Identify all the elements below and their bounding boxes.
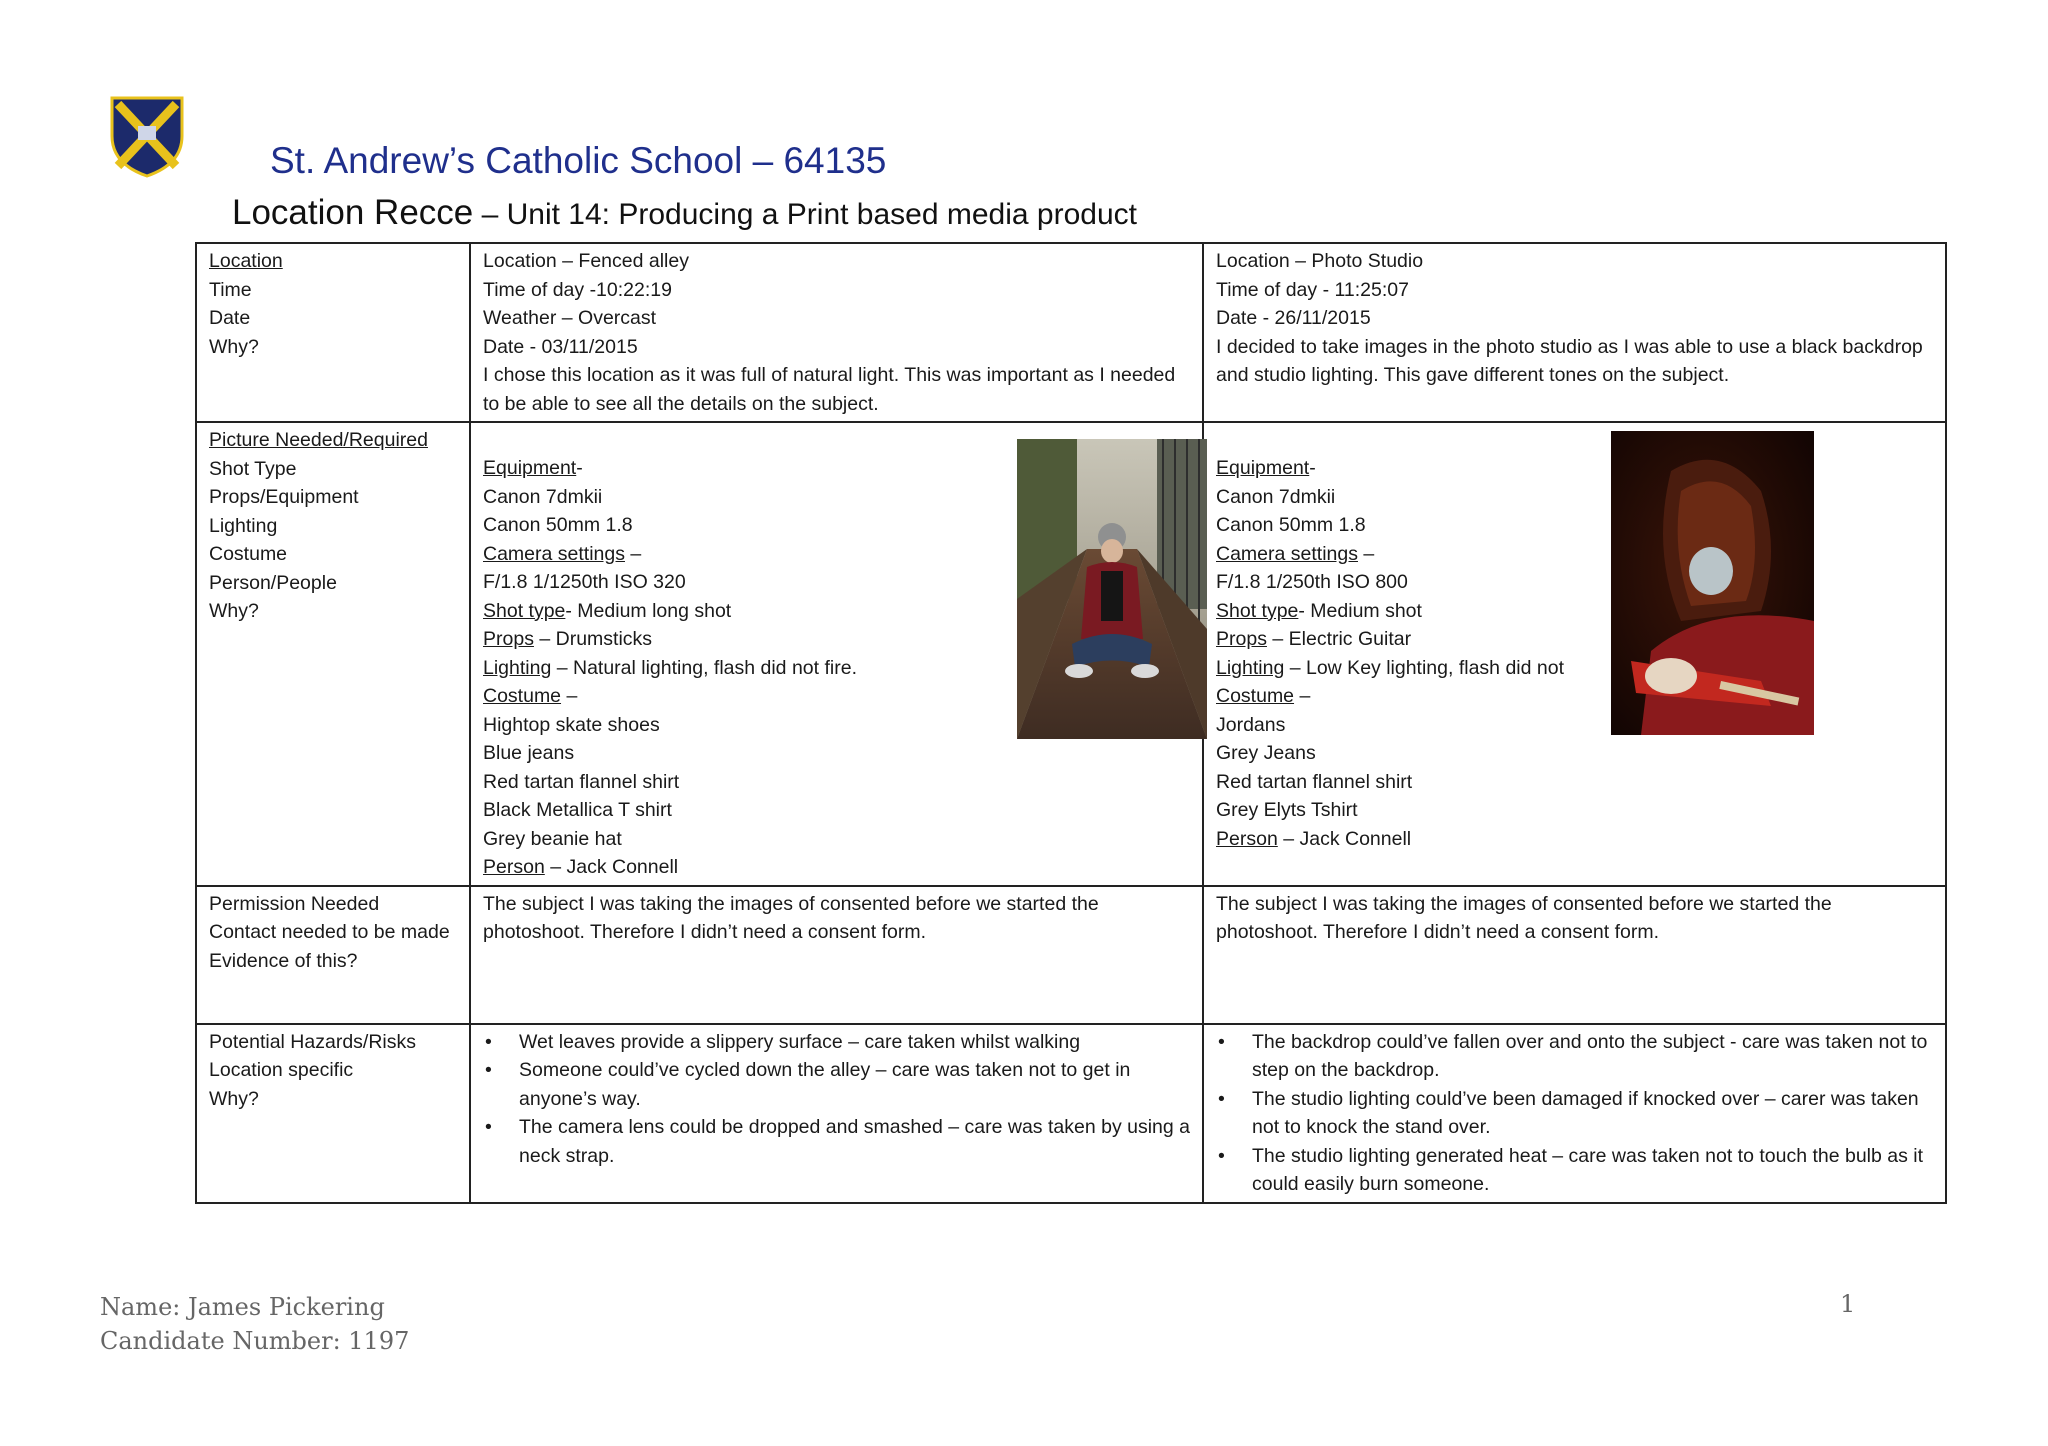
lighting-label: Lighting: [483, 656, 552, 679]
row-label: Person/People: [209, 571, 337, 594]
row-label: Picture Needed/Required: [209, 429, 428, 451]
props-value: – Electric Guitar: [1266, 628, 1412, 650]
costume-item: Jordans: [1216, 713, 1286, 736]
equipment-label: Equipment: [483, 457, 577, 479]
equipment-item: Canon 7dmkii: [1216, 485, 1336, 508]
label-suffix: –: [1294, 685, 1311, 707]
weather: Weather – Overcast: [483, 307, 657, 329]
camera-settings-value: F/1.8 1/250th ISO 800: [1216, 571, 1408, 593]
permission-text: The subject I was taking the images of consented before we started the photoshoot. Therefore I didn’t need a consent form.: [1216, 892, 1832, 943]
footer-candidate-info: [100, 1290, 409, 1358]
picture-cell-studio: [1203, 422, 1946, 886]
row-label-cell: [196, 243, 470, 422]
props-value: – Drumsticks: [533, 628, 653, 650]
hazard-item: • Someone could’ve cycled down the alley – care was taken not to get in anyone’s way.: [483, 1056, 1190, 1113]
equipment-label: Equipment: [1216, 457, 1310, 479]
time-of-day: Time of day -10:22:19: [483, 278, 672, 301]
row-label: Why?: [209, 1087, 259, 1110]
props-label: Props: [1216, 628, 1267, 650]
location-cell-alley: [470, 243, 1203, 422]
page-number: 1: [1840, 1290, 1856, 1318]
title-subtitle: – Unit 14: Producing a Print based media product: [473, 198, 1137, 231]
lighting-value: – Low Key lighting, flash did not: [1284, 656, 1564, 679]
row-label: Potential Hazards/Risks: [209, 1030, 416, 1053]
shot-type-value: - Medium shot: [1298, 599, 1422, 622]
table-row-hazards: [196, 1024, 1946, 1203]
shot-type-label: Shot type: [1216, 599, 1299, 622]
school-title: St. Andrew’s Catholic School – 64135: [270, 140, 887, 181]
hazard-item: • The backdrop could’ve fallen over and onto the subject - care was taken not to step on the backdrop.: [1216, 1028, 1933, 1085]
location-cell-studio: [1203, 243, 1946, 422]
row-label: Why?: [209, 335, 259, 358]
costume-item: Red tartan flannel shirt: [1216, 770, 1413, 793]
hazards-cell-alley: [470, 1024, 1203, 1203]
row-label: Location: [209, 250, 283, 272]
person-label: Person: [483, 856, 545, 878]
permission-cell-studio: [1203, 886, 1946, 1024]
camera-settings-label: Camera settings: [483, 542, 625, 565]
camera-settings-value: F/1.8 1/1250th ISO 320: [483, 571, 686, 593]
hazard-list: [483, 1028, 1190, 1171]
row-label: Why?: [209, 600, 259, 622]
date: Date - 26/11/2015: [1216, 307, 1371, 329]
costume-item: Black Metallica T shirt: [483, 799, 672, 821]
row-label-cell: [196, 886, 470, 1024]
table-row-permission: [196, 886, 1946, 1024]
label-suffix: –: [624, 542, 642, 565]
label-suffix: –: [1357, 542, 1375, 565]
costume-item: Grey Elyts Tshirt: [1216, 799, 1358, 821]
location-name: Location – Fenced alley: [483, 250, 689, 272]
permission-cell-alley: [470, 886, 1203, 1024]
recce-table: [195, 242, 1947, 1204]
costume-item: Grey beanie hat: [483, 827, 622, 850]
reason-text: I decided to take images in the photo studio as I was able to use a black backdrop and studio lighting. This gave different tones on the subject.: [1216, 335, 1923, 386]
person-value: – Jack Connell: [1277, 827, 1412, 850]
row-label: Lighting: [209, 514, 278, 537]
hazard-list: [1216, 1028, 1933, 1199]
document-title: [232, 193, 1137, 233]
row-label: Permission Needed: [209, 892, 380, 915]
shot-type-label: Shot type: [483, 599, 566, 622]
row-label: Shot Type: [209, 457, 297, 480]
costume-label: Costume: [1216, 685, 1295, 707]
studio-photo: [1611, 431, 1814, 735]
row-label: Date: [209, 307, 251, 329]
shot-type-value: - Medium long shot: [565, 599, 732, 622]
lighting-value: – Natural lighting, flash did not fire.: [551, 656, 857, 679]
person-value: – Jack Connell: [544, 856, 679, 878]
label-suffix: –: [561, 685, 578, 707]
row-label: Contact needed to be made: [209, 921, 450, 943]
row-label: Evidence of this?: [209, 949, 358, 972]
hazards-cell-studio: [1203, 1024, 1946, 1203]
costume-label: Costume: [483, 685, 562, 707]
row-label-cell: [196, 422, 470, 886]
lighting-label: Lighting: [1216, 656, 1285, 679]
costume-item: Blue jeans: [483, 742, 575, 764]
props-label: Props: [483, 628, 534, 650]
equipment-item: Canon 50mm 1.8: [483, 514, 633, 536]
row-label: Time: [209, 278, 252, 301]
costume-item: Red tartan flannel shirt: [483, 770, 680, 793]
alley-photo: [1017, 439, 1207, 739]
time-of-day: Time of day - 11:25:07: [1216, 278, 1409, 301]
hazard-item: • The studio lighting generated heat – care was taken not to touch the bulb as it could easily burn someone.: [1216, 1142, 1933, 1199]
hazard-item: • The studio lighting could’ve been damaged if knocked over – carer was taken not to knock the stand over.: [1216, 1085, 1933, 1142]
row-label: Costume: [209, 543, 288, 565]
row-label: Props/Equipment: [209, 486, 359, 508]
camera-settings-label: Camera settings: [1216, 542, 1358, 565]
school-crest-logo: [108, 92, 186, 178]
permission-text: The subject I was taking the images of consented before we started the photoshoot. Therefore I didn’t need a consent form.: [483, 892, 1099, 943]
costume-item: Hightop skate shoes: [483, 713, 660, 736]
location-name: Location – Photo Studio: [1216, 250, 1424, 272]
label-suffix: -: [1309, 457, 1316, 479]
title-main: Location Recce: [232, 193, 474, 232]
costume-item: Grey Jeans: [1216, 742, 1316, 764]
hazard-item: • The camera lens could be dropped and smashed – care was taken by using a neck strap.: [483, 1113, 1190, 1170]
equipment-item: Canon 7dmkii: [483, 485, 603, 508]
reason-text: I chose this location as it was full of natural light. This was important as I needed to be able to see all the details on the subject.: [483, 364, 1176, 415]
person-label: Person: [1216, 827, 1278, 850]
candidate-name: Name: James Pickering: [100, 1293, 385, 1321]
hazard-item: • Wet leaves provide a slippery surface – care taken whilst walking: [483, 1028, 1190, 1057]
label-suffix: -: [576, 457, 583, 479]
candidate-number: Candidate Number: 1197: [100, 1327, 410, 1355]
date: Date - 03/11/2015: [483, 335, 638, 358]
table-row-picture: [196, 422, 1946, 886]
table-row-location: [196, 243, 1946, 422]
picture-cell-alley: [470, 422, 1203, 886]
equipment-item: Canon 50mm 1.8: [1216, 514, 1366, 536]
row-label: Location specific: [209, 1059, 354, 1081]
row-label-cell: [196, 1024, 470, 1203]
